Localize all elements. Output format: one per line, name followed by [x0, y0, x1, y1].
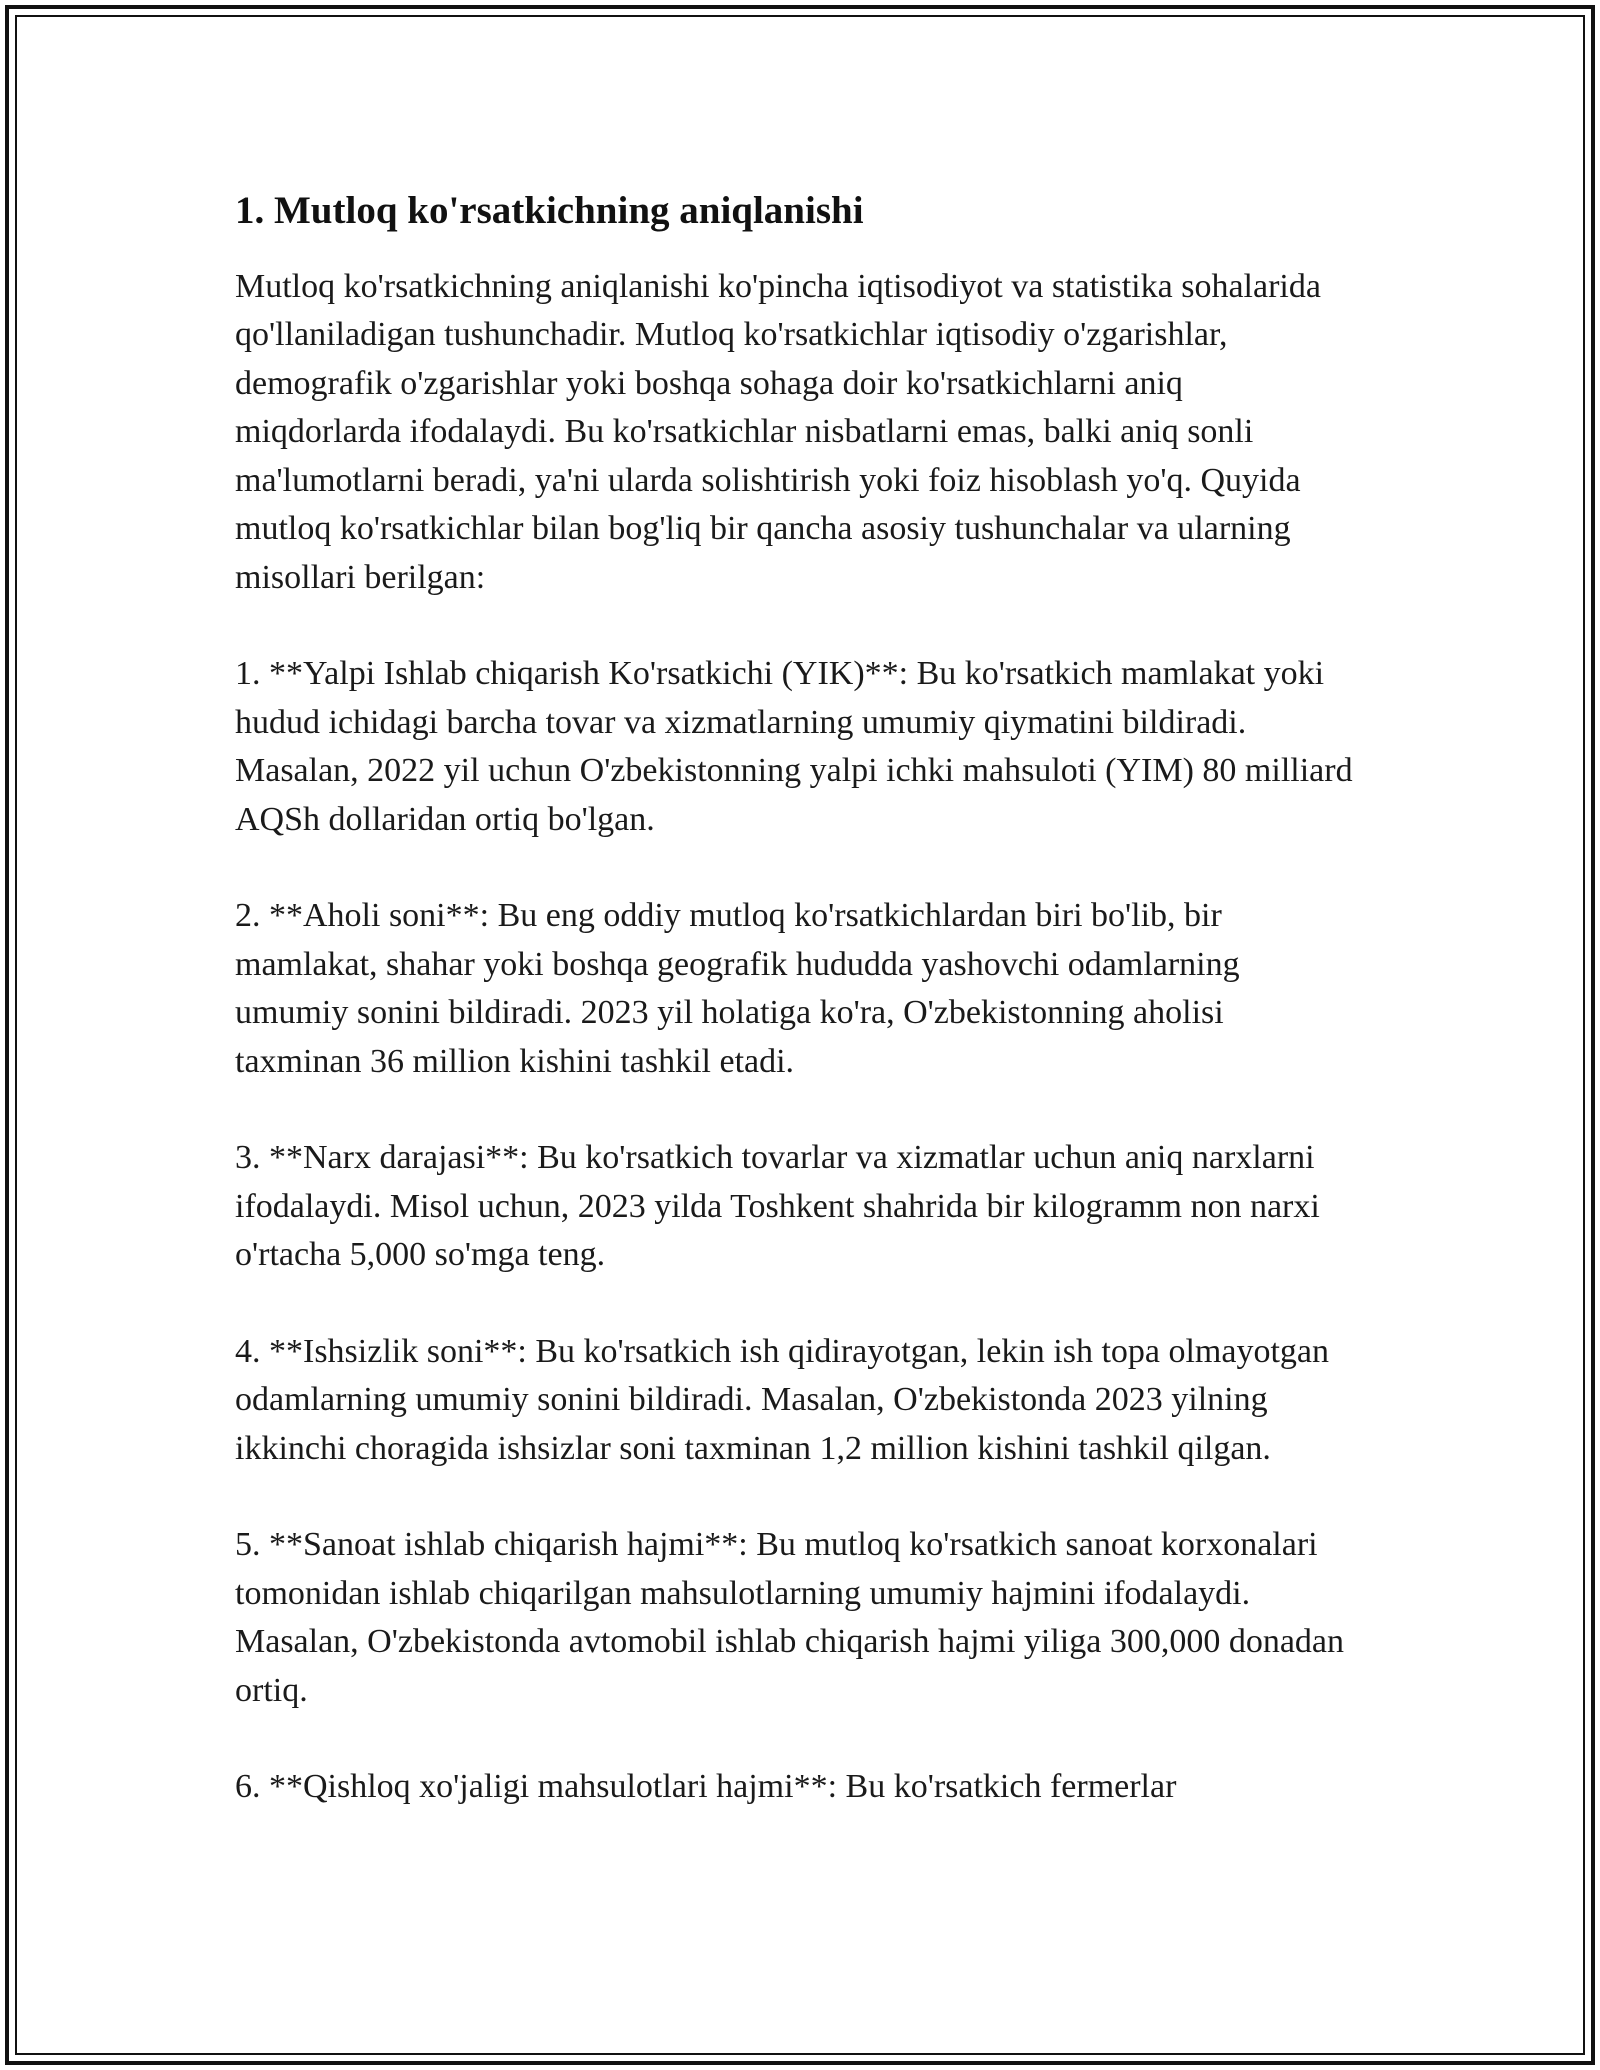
list-item-population: 2. **Aholi soni**: Bu eng oddiy mutloq ko'rsatkichlardan biri bo'lib, bir mamlakat, shahar yoki boshqa geografik hududda yashovchi odamlarning umumiy sonini bildiradi. 2023 yil holatiga ko'ra, O'zbekistonning aholisi taxminan 36 million kishini tashkil etadi. [235, 897, 1240, 1080]
list-item-unemployment: 4. **Ishsizlik soni**: Bu ko'rsatkich ish qidirayotgan, lekin ish topa olmayotgan odamlarning umumiy sonini bildiradi. Masalan, O'zbekistonda 2023 yilning ikkinchi choragida ishsizlar soni taxminan 1,2 million kishini tashkil qilgan. [235, 1332, 1330, 1467]
document-body [235, 186, 1355, 1860]
list-item-industrial-output: 5. **Sanoat ishlab chiqarish hajmi**: Bu mutloq ko'rsatkich sanoat korxonalari tomonidan ishlab chiqarilgan mahsulotlarning umumiy hajmini ifodalaydi. Masalan, O'zbekistonda avtomobil ishlab chiqarish hajmi yiliga 300,000 donadan ortiq. [235, 1526, 1345, 1709]
list-item-price-level: 3. **Narx darajasi**: Bu ko'rsatkich tovarlar va xizmatlar uchun aniq narxlarni ifodalaydi. Misol uchun, 2023 yilda Toshkent shahrida bir kilogramm non narxi o'rtacha 5,000 so'mga teng. [235, 1139, 1320, 1274]
intro-paragraph: Mutloq ko'rsatkichning aniqlanishi ko'pincha iqtisodiyot va statistika sohalarida qo'llaniladigan tushunchadir. Mutloq ko'rsatkichlar iqtisodiy o'zgarishlar, demografik o'zgarishlar yoki boshqa sohaga doir ko'rsatkichlarni aniq miqdorlarda ifodalaydi. Bu ko'rsatkichlar nisbatlarni emas, balki aniq sonli ma'lumotlarni beradi, ya'ni ularda solishtirish yoki foiz hisoblash yo'q. Quyida mutloq ko'rsatkichlar bilan bog'liq bir qancha asosiy tushunchalar va ularning misollari berilgan: [235, 267, 1321, 596]
list-item-gdp: 1. **Yalpi Ishlab chiqarish Ko'rsatkichi (YIK)**: Bu ko'rsatkich mamlakat yoki hudud ichidagi barcha tovar va xizmatlarning umumiy qiymatini bildiradi. Masalan, 2022 yil uchun O'zbekistonning yalpi ichki mahsuloti (YIM) 80 milliard AQSh dollaridan ortiq bo'lgan. [235, 655, 1353, 838]
list-item-agriculture-output: 6. **Qishloq xo'jaligi mahsulotlari hajmi**: Bu ko'rsatkich fermerlar [235, 1768, 1177, 1806]
document-title: 1. Mutloq ko'rsatkichning aniqlanishi [235, 189, 864, 232]
